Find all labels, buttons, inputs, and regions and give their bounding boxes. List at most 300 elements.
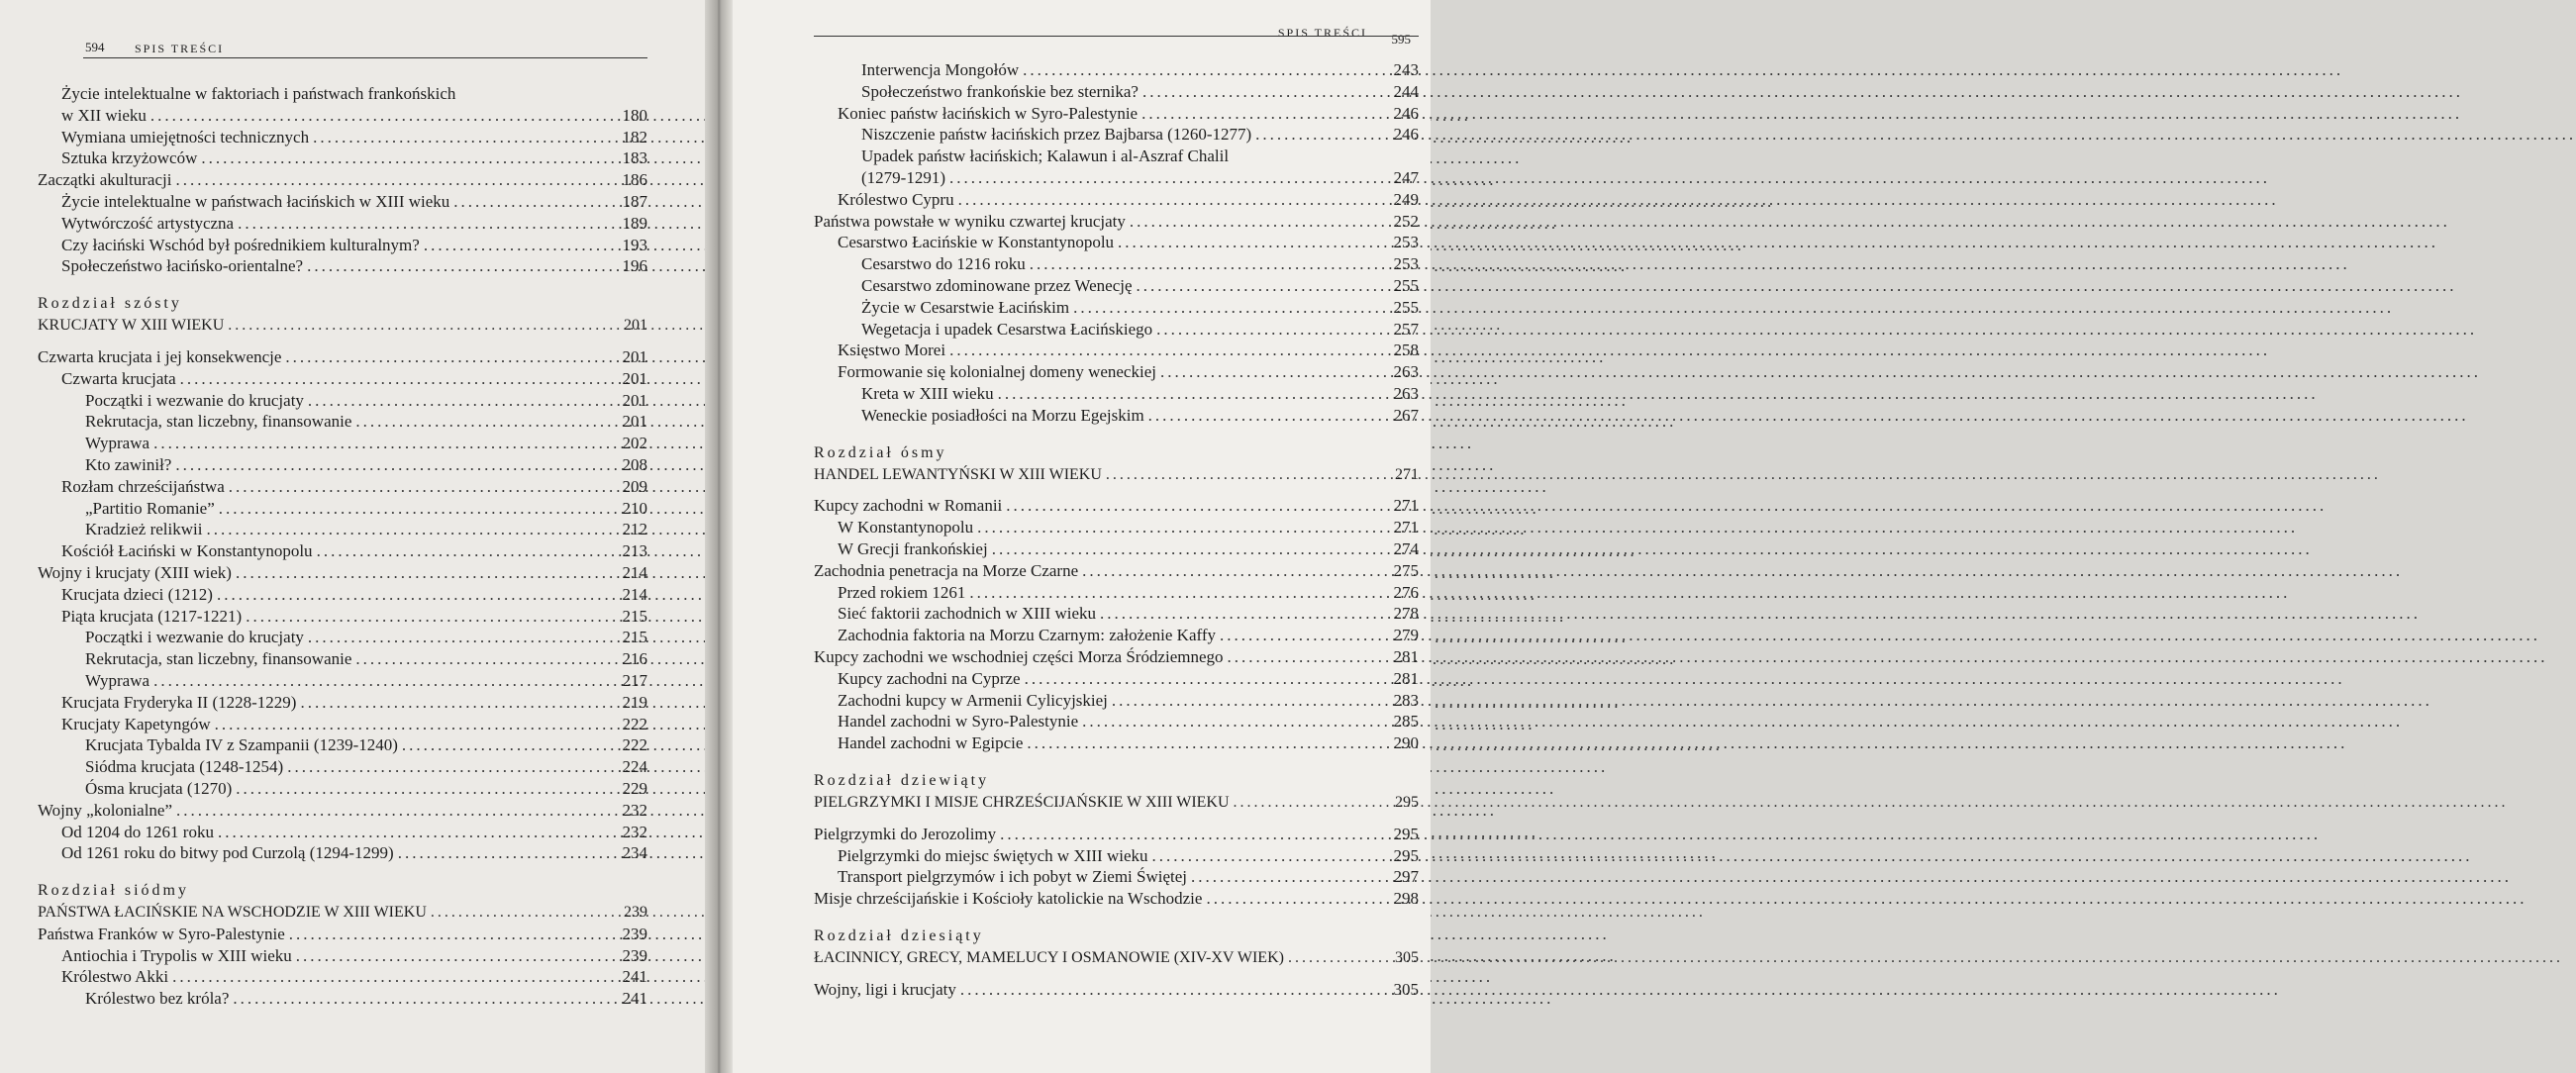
entry-label: Królestwo bez króla?: [85, 989, 230, 1009]
left-page: [0, 0, 705, 1073]
entry-page-number: 239: [622, 924, 647, 943]
toc-entry[interactable]: [814, 845, 1419, 867]
entry-label: Krucjata dzieci (1212): [61, 584, 213, 604]
entry-page-number: 276: [1393, 582, 1419, 602]
entry-page-number: 219: [622, 692, 647, 712]
entry-label: Formowanie się kolonialnej domeny weneckiej: [838, 362, 1156, 382]
dot-leader: [431, 902, 620, 924]
entry-label: Królestwo Akki: [61, 967, 169, 987]
page-header: [38, 0, 647, 59]
toc-entry[interactable]: [814, 361, 1419, 383]
entry-label: Początki i wezwanie do krucjaty: [85, 628, 304, 647]
entry-label: Handel zachodni w Syro-Palestynie: [838, 712, 1079, 732]
dot-leader: [402, 734, 619, 756]
dot-leader: [958, 189, 1390, 211]
entry-page-number: 255: [1393, 297, 1419, 317]
dot-leader: [317, 540, 619, 562]
toc-entry[interactable]: [814, 711, 1419, 732]
entry-page-number: 196: [622, 256, 647, 276]
header-rule: [83, 57, 647, 58]
entry-label: Cesarstwo Łacińskie w Konstantynopolu: [838, 233, 1115, 252]
toc-entry[interactable]: [38, 606, 647, 628]
toc-entry[interactable]: [38, 627, 647, 648]
entry-page-number: 281: [1393, 668, 1419, 688]
table-of-contents: [814, 59, 1419, 1000]
dot-leader: [229, 476, 619, 498]
dot-leader: [1206, 888, 1389, 910]
entry-page-number: 255: [1393, 275, 1419, 295]
dot-leader: [287, 756, 618, 778]
chapter-label: Rozdział szósty: [38, 295, 182, 313]
entry-page-number: 305: [1393, 979, 1419, 999]
toc-entry[interactable]: [38, 147, 647, 169]
entry-label: Społeczeństwo łacińsko-orientalne?: [61, 256, 304, 276]
entry-label: Antiochia i Trypolis w XIII wieku: [61, 945, 292, 965]
toc-entry[interactable]: [814, 582, 1419, 604]
entry-page-number: 281: [1393, 646, 1419, 666]
toc-entry[interactable]: [38, 800, 647, 822]
entry-page-number: 210: [622, 498, 647, 518]
chapter-label: Rozdział dziewiąty: [814, 771, 990, 789]
entry-label: Czy łaciński Wschód był pośrednikiem kulturalnym?: [61, 235, 420, 254]
dot-leader: [1027, 732, 1389, 754]
entry-label: Kto zawinił?: [85, 454, 172, 474]
entry-label: PIELGRZYMKI I MISJE CHRZEŚCIJAŃSKIE W XIII WIEKU: [814, 793, 1230, 811]
dot-leader: [977, 517, 1389, 538]
entry-label: HANDEL LEWANTYŃSKI W XIII WIEKU: [814, 465, 1102, 483]
dot-leader: [398, 842, 619, 864]
dot-leader: [246, 606, 618, 628]
dot-leader: [1030, 253, 1390, 275]
chapter-title[interactable]: [38, 902, 647, 924]
entry-page-number: 271: [1393, 496, 1419, 516]
entry-page-number: 232: [622, 822, 647, 841]
dot-leader: [219, 498, 619, 520]
toc-entry[interactable]: [814, 560, 1419, 582]
entry-label: Wymiana umiejętności technicznych: [61, 127, 310, 146]
dot-leader: [228, 315, 620, 337]
entry-label: Krucjata Tybalda IV z Szampanii (1239-1240): [85, 735, 398, 755]
dot-leader: [308, 390, 619, 412]
toc-entry[interactable]: [814, 495, 1419, 517]
entry-label: Wojny, ligi i krucjaty: [814, 979, 956, 999]
entry-label: Od 1204 do 1261 roku: [61, 822, 214, 841]
entry-page-number: 214: [622, 584, 647, 604]
toc-entry[interactable]: [38, 778, 647, 800]
toc-entry[interactable]: [814, 81, 1419, 103]
entry-page-number: 271: [1395, 465, 1419, 483]
toc-entry[interactable]: [814, 211, 1419, 233]
entry-page-number: 263: [1393, 362, 1419, 382]
dot-leader: [1191, 866, 1389, 888]
entry-label: KRUCJATY W XIII WIEKU: [38, 317, 225, 335]
toc-entry[interactable]: [814, 146, 1419, 167]
entry-page-number: 201: [622, 368, 647, 388]
dot-leader: [217, 584, 619, 606]
entry-label: Rekrutacja, stan liczebny, finansowanie: [85, 649, 352, 669]
entry-label: (1279-1291): [861, 167, 945, 187]
dot-leader: [1082, 711, 1389, 732]
entry-page-number: 201: [622, 390, 647, 410]
entry-page-number: 253: [1393, 254, 1419, 274]
entry-page-number: 285: [1393, 712, 1419, 732]
entry-page-number: 212: [622, 520, 647, 539]
dot-leader: [998, 383, 1390, 405]
dot-leader: [1152, 845, 1390, 867]
dot-leader: [215, 714, 619, 735]
entry-page-number: 252: [1393, 211, 1419, 231]
dot-leader: [1160, 361, 1390, 383]
toc-entry[interactable]: [814, 732, 1419, 754]
dot-leader: [1023, 59, 1389, 81]
dot-leader: [1082, 560, 1389, 582]
toc-entry[interactable]: [38, 235, 647, 256]
dot-leader: [308, 627, 619, 648]
toc-entry[interactable]: [814, 275, 1419, 297]
entry-label: Rekrutacja, stan liczebny, finansowanie: [85, 412, 352, 432]
chapter-title[interactable]: [814, 792, 1419, 814]
toc-entry[interactable]: [814, 690, 1419, 712]
dot-leader: [206, 519, 618, 540]
dot-leader: [424, 235, 619, 256]
entry-page-number: 274: [1393, 538, 1419, 558]
entry-label: Życie intelektualne w państwach łacińskich w XIII wieku: [61, 191, 450, 211]
right-page: [733, 0, 1431, 1073]
entry-label: W Grecji frankońskiej: [838, 538, 988, 558]
toc-entry[interactable]: [38, 213, 647, 235]
toc-entry[interactable]: [38, 346, 647, 368]
entry-page-number: 295: [1395, 793, 1419, 811]
toc-entry[interactable]: [38, 368, 647, 390]
chapter-title[interactable]: [814, 947, 1419, 969]
dot-leader: [355, 411, 618, 433]
entry-label: Upadek państw łacińskich; Kalawun i al-Aszraf Chalil: [861, 146, 1230, 166]
dot-leader: [153, 433, 618, 454]
book-gutter: [705, 0, 733, 1073]
entry-label: Zachodnia faktoria na Morzu Czarnym: założenie Kaffy: [838, 626, 1217, 645]
entry-label: Przed rokiem 1261: [838, 582, 966, 602]
dot-leader: [1000, 824, 1389, 845]
dot-leader: [1106, 464, 1391, 486]
entry-page-number: 295: [1393, 845, 1419, 865]
entry-page-number: 246: [1393, 125, 1419, 145]
dot-leader: [1073, 297, 1389, 319]
table-of-contents: [38, 83, 647, 1010]
entry-page-number: 244: [1393, 81, 1419, 101]
toc-entry[interactable]: [38, 562, 647, 584]
page-number: 595: [1391, 32, 1411, 47]
dot-leader: [180, 368, 619, 390]
entry-label: Koniec państw łacińskich w Syro-Palestynie: [838, 103, 1139, 123]
dot-leader: [238, 213, 618, 235]
entry-page-number: 253: [1393, 233, 1419, 252]
toc-entry[interactable]: [814, 59, 1419, 81]
entry-label: Krucjata Fryderyka II (1228-1229): [61, 692, 297, 712]
entry-label: Czwarta krucjata i jej konsekwencje: [38, 346, 282, 366]
entry-label: Życie intelektualne w faktoriach i państwach frankońskich: [61, 84, 456, 103]
entry-label: Piąta krucjata (1217-1221): [61, 606, 243, 626]
toc-entry[interactable]: [814, 103, 1419, 125]
dot-leader: [453, 191, 618, 213]
toc-entry[interactable]: [814, 866, 1419, 888]
dot-leader: [992, 538, 1390, 560]
entry-label: Handel zachodni w Egipcie: [838, 733, 1024, 753]
entry-label: Zachodni kupcy w Armenii Cylicyjskiej: [838, 690, 1108, 710]
entry-label: Życie w Cesarstwie Łacińskim: [861, 297, 1070, 317]
toc-entry[interactable]: [814, 888, 1419, 910]
toc-entry[interactable]: [38, 822, 647, 843]
dot-leader: [233, 988, 618, 1010]
running-title: SPIS TREŚCI: [1277, 26, 1367, 40]
toc-entry[interactable]: [38, 519, 647, 540]
chapter-label: Rozdział dziesiąty: [814, 927, 984, 944]
chapter-label: Rozdział ósmy: [814, 443, 947, 461]
chapter-label: Rozdział siódmy: [38, 882, 189, 900]
toc-entry[interactable]: [814, 189, 1419, 211]
toc-entry[interactable]: [814, 167, 1419, 189]
toc-entry[interactable]: [38, 83, 647, 105]
entry-page-number: 229: [622, 778, 647, 798]
entry-page-number: 279: [1393, 626, 1419, 645]
entry-label: Weneckie posiadłości na Morzu Egejskim: [861, 405, 1144, 425]
entry-page-number: 216: [622, 649, 647, 669]
dot-leader: [313, 127, 618, 148]
toc-entry[interactable]: [38, 191, 647, 213]
dot-leader: [1118, 232, 1389, 253]
entry-page-number: 249: [1393, 189, 1419, 209]
toc-entry[interactable]: [814, 979, 1419, 1001]
entry-label: Sieć faktorii zachodnich w XIII wieku: [838, 604, 1097, 624]
entry-page-number: 224: [622, 757, 647, 777]
entry-label: ŁACINNICY, GRECY, MAMELUCY I OSMANOWIE (XIV-XV WIEK): [814, 948, 1284, 966]
entry-page-number: 180: [622, 105, 647, 125]
entry-label: „Partitio Romanie”: [85, 498, 215, 518]
dot-leader: [969, 582, 1389, 604]
dot-leader: [1141, 103, 1389, 125]
entry-page-number: 290: [1393, 733, 1419, 753]
entry-label: Państwa powstałe w wyniku czwartej krucjaty: [814, 211, 1126, 231]
entry-page-number: 241: [622, 989, 647, 1009]
toc-entry[interactable]: [38, 584, 647, 606]
toc-entry[interactable]: [38, 966, 647, 988]
toc-entry[interactable]: [814, 646, 1419, 668]
toc-entry[interactable]: [814, 625, 1419, 646]
entry-page-number: 278: [1393, 604, 1419, 624]
entry-page-number: 213: [622, 541, 647, 561]
toc-entry[interactable]: [38, 540, 647, 562]
dot-leader: [1100, 603, 1389, 625]
entry-label: Siódma krucjata (1248-1254): [85, 757, 284, 777]
entry-label: Pielgrzymki do Jerozolimy: [814, 824, 997, 843]
entry-label: Wojny i krucjaty (XIII wiek): [38, 562, 232, 582]
entry-label: Wytwórczość artystyczna: [61, 213, 235, 233]
entry-page-number: 241: [622, 967, 647, 987]
dot-leader: [1130, 211, 1390, 233]
chapter-gap: [814, 969, 1419, 979]
entry-label: Krucjaty Kapetyngów: [61, 714, 211, 733]
toc-entry[interactable]: [38, 169, 647, 191]
dot-leader: [176, 800, 618, 822]
entry-page-number: 201: [624, 317, 647, 335]
entry-label: Cesarstwo do 1216 roku: [861, 254, 1026, 274]
entry-page-number: 201: [622, 346, 647, 366]
dot-leader: [236, 778, 618, 800]
entry-label: Kradzież relikwii: [85, 520, 203, 539]
toc-entry[interactable]: [38, 454, 647, 476]
toc-entry[interactable]: [38, 476, 647, 498]
entry-label: Czwarta krucjata: [61, 368, 176, 388]
toc-entry[interactable]: [814, 340, 1419, 361]
toc-entry[interactable]: [38, 433, 647, 454]
dot-leader: [1137, 275, 1390, 297]
entry-label: Kreta w XIII wieku: [861, 383, 994, 403]
entry-page-number: 298: [1393, 889, 1419, 909]
dot-leader: [949, 340, 1389, 361]
entry-label: Interwencja Mongołów: [861, 60, 1020, 79]
entry-label: Początki i wezwanie do krucjaty: [85, 390, 304, 410]
toc-entry[interactable]: [814, 319, 1419, 341]
entry-page-number: 187: [622, 191, 647, 211]
chapter-title[interactable]: [38, 315, 647, 337]
entry-label: Kościół Łaciński w Konstantynopolu: [61, 541, 313, 561]
entry-label: Wegetacja i upadek Cesarstwa Łacińskiego: [861, 319, 1153, 339]
entry-page-number: 232: [622, 800, 647, 820]
entry-page-number: 201: [622, 412, 647, 432]
toc-entry[interactable]: [814, 232, 1419, 253]
entry-page-number: 263: [1393, 383, 1419, 403]
toc-entry[interactable]: [38, 842, 647, 864]
toc-entry[interactable]: [814, 668, 1419, 690]
toc-entry[interactable]: [814, 405, 1419, 427]
dot-leader: [236, 562, 619, 584]
running-title: SPIS TREŚCI: [135, 42, 225, 55]
entry-page-number: 222: [622, 714, 647, 733]
entry-page-number: 202: [622, 434, 647, 453]
entry-page-number: 267: [1393, 405, 1419, 425]
entry-label: Kupcy zachodni w Romanii: [814, 496, 1003, 516]
toc-entry[interactable]: [38, 255, 647, 277]
toc-entry[interactable]: [38, 498, 647, 520]
entry-label: Kupcy zachodni we wschodniej części Morza Śródziemnego: [814, 646, 1224, 666]
entry-label: Misje chrześcijańskie i Kościoły katolickie na Wschodzie: [814, 889, 1203, 909]
toc-entry[interactable]: [38, 692, 647, 714]
entry-label: Sztuka krzyżowców: [61, 148, 198, 168]
entry-label: Wojny „kolonialne”: [38, 800, 173, 820]
toc-entry[interactable]: [38, 648, 647, 670]
dot-leader: [1025, 668, 1390, 690]
entry-page-number: 183: [622, 148, 647, 168]
dot-leader: [150, 105, 619, 127]
chapter-title[interactable]: [814, 464, 1419, 486]
entry-label: Pielgrzymki do miejsc świętych w XIII wieku: [838, 845, 1148, 865]
page-header: [814, 0, 1419, 59]
toc-entry[interactable]: [814, 253, 1419, 275]
toc-entry[interactable]: [38, 714, 647, 735]
dot-leader: [175, 454, 618, 476]
dot-leader: [1288, 947, 1391, 969]
dot-leader: [300, 692, 618, 714]
dot-leader: [949, 167, 1390, 189]
page-number: 594: [85, 40, 105, 54]
entry-page-number: 271: [1393, 518, 1419, 537]
chapter-gap: [814, 485, 1419, 495]
dot-leader: [1228, 646, 1390, 668]
toc-entry[interactable]: [38, 945, 647, 967]
entry-page-number: 305: [1395, 948, 1419, 966]
entry-label: Ósma krucjata (1270): [85, 778, 233, 798]
entry-label: Zachodnia penetracja na Morze Czarne: [814, 560, 1079, 580]
dot-leader: [218, 822, 619, 843]
entry-label: Niszczenie państw łacińskich przez Bajbarsa (1260-1277): [861, 125, 1252, 145]
entry-page-number: 215: [622, 606, 647, 626]
dot-leader: [1220, 625, 1389, 646]
entry-page-number: 297: [1393, 867, 1419, 887]
entry-page-number: 209: [622, 476, 647, 496]
dot-leader: [960, 979, 1390, 1001]
dot-leader: [153, 670, 618, 692]
toc-entry[interactable]: [38, 127, 647, 148]
dot-leader: [1142, 81, 1390, 103]
entry-page-number: 186: [622, 170, 647, 190]
toc-entry[interactable]: [38, 734, 647, 756]
dot-leader: [172, 966, 618, 988]
entry-page-number: 234: [622, 843, 647, 863]
entry-page-number: 257: [1393, 319, 1419, 339]
entry-page-number: 215: [622, 628, 647, 647]
entry-label: Zaczątki akulturacji: [38, 170, 172, 190]
dot-leader: [289, 924, 619, 945]
toc-entry[interactable]: [38, 411, 647, 433]
toc-entry[interactable]: [814, 538, 1419, 560]
toc-entry[interactable]: [38, 105, 647, 127]
entry-page-number: 189: [622, 213, 647, 233]
dot-leader: [1148, 405, 1390, 427]
toc-entry[interactable]: [38, 756, 647, 778]
toc-entry[interactable]: [38, 924, 647, 945]
toc-entry[interactable]: [814, 824, 1419, 845]
entry-label: w XII wieku: [61, 105, 147, 125]
header-rule: [814, 36, 1419, 37]
dot-leader: [1112, 690, 1390, 712]
toc-entry[interactable]: [814, 297, 1419, 319]
entry-label: W Konstantynopolu: [838, 518, 974, 537]
entry-page-number: 182: [622, 127, 647, 146]
entry-page-number: 239: [622, 945, 647, 965]
entry-page-number: 193: [622, 235, 647, 254]
entry-page-number: 243: [1393, 60, 1419, 79]
entry-page-number: 283: [1393, 690, 1419, 710]
entry-page-number: 246: [1393, 103, 1419, 123]
dot-leader: [296, 945, 619, 967]
entry-page-number: 208: [622, 454, 647, 474]
entry-label: PAŃSTWA ŁACIŃSKIE NA WSCHODZIE W XIII WIEKU: [38, 904, 427, 922]
entry-label: Cesarstwo zdominowane przez Wenecję: [861, 275, 1133, 295]
dot-leader: [285, 346, 618, 368]
toc-entry[interactable]: [38, 988, 647, 1010]
entry-label: Społeczeństwo frankońskie bez sternika?: [861, 81, 1139, 101]
entry-label: Wyprawa: [85, 434, 150, 453]
entry-page-number: 217: [622, 670, 647, 690]
toc-entry[interactable]: [814, 517, 1419, 538]
toc-entry[interactable]: [38, 390, 647, 412]
entry-page-number: 239: [624, 904, 647, 922]
entry-label: Transport pielgrzymów i ich pobyt w Ziemi Świętej: [838, 867, 1188, 887]
entry-page-number: 222: [622, 735, 647, 755]
toc-entry[interactable]: [38, 670, 647, 692]
toc-entry[interactable]: [814, 603, 1419, 625]
toc-entry[interactable]: [814, 124, 1419, 146]
toc-entry[interactable]: [814, 383, 1419, 405]
